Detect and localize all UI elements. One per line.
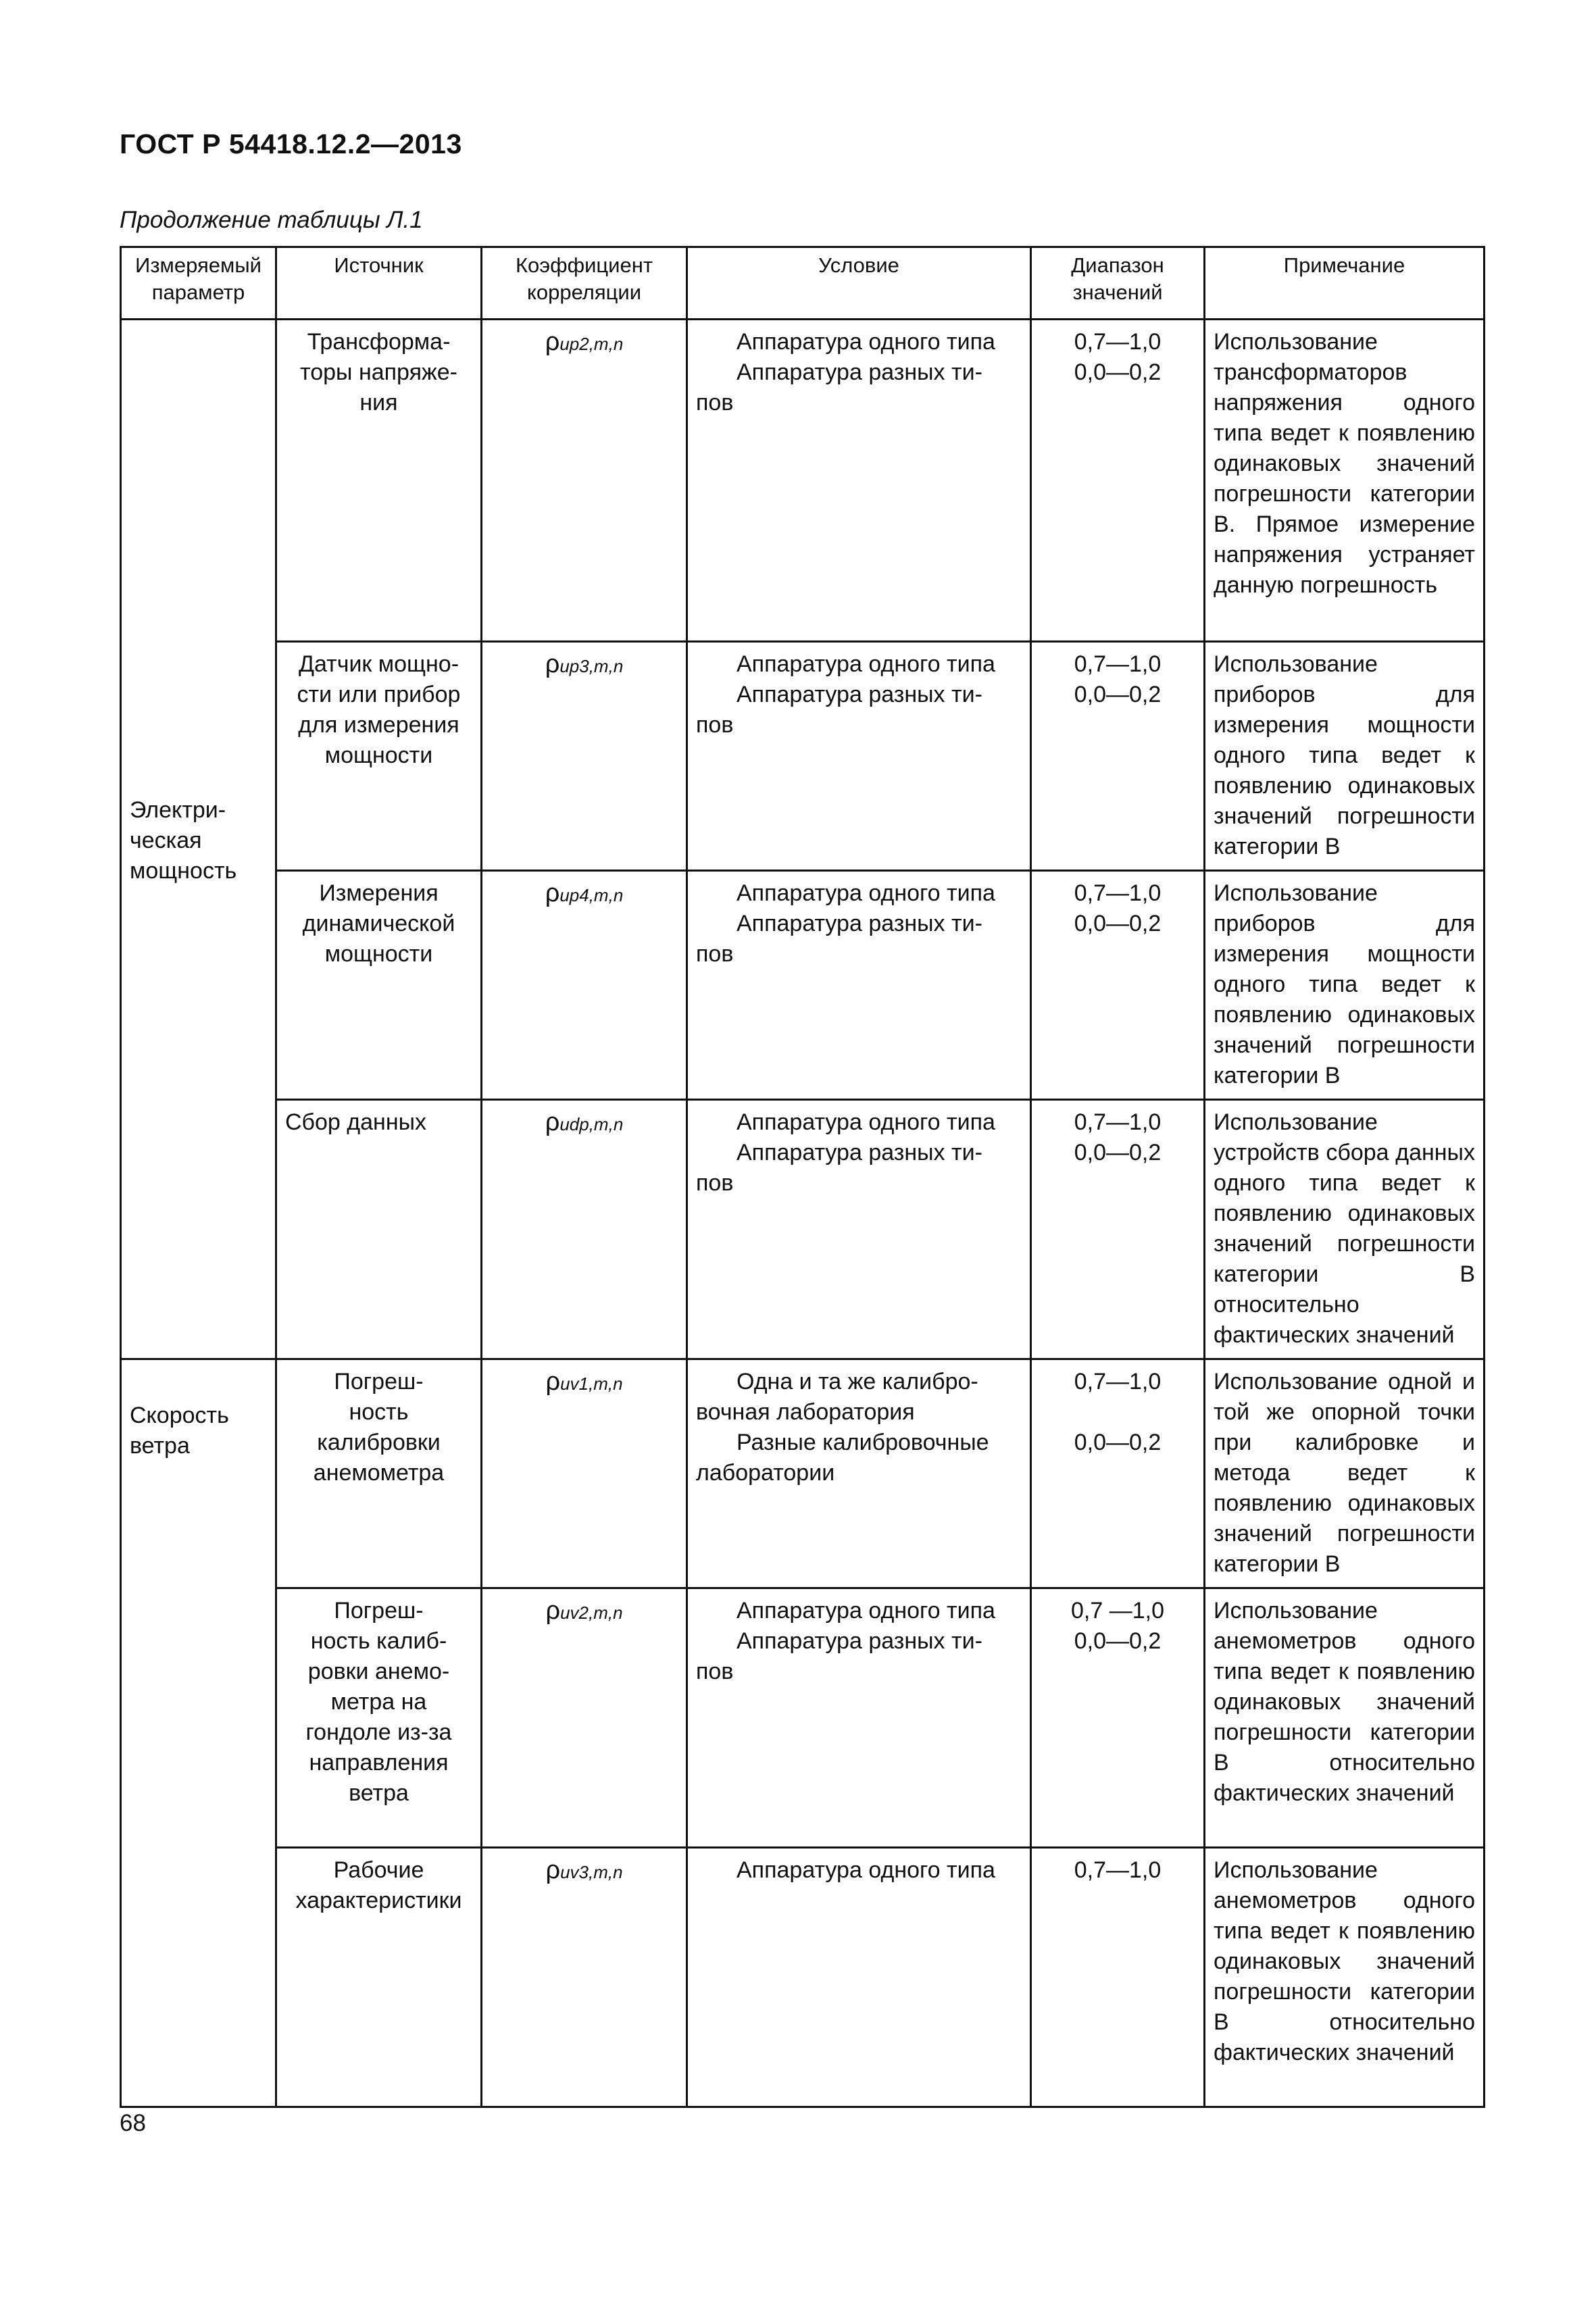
range-value: 0,0—0,2 — [1074, 1628, 1162, 1654]
note-cell: Использование анемометров одного типа ведет к появлению одинаковых значений погрешности категории В относительно фактических значений — [1205, 1588, 1485, 1848]
range-cell — [1031, 1359, 1205, 1588]
condition-line: Аппаратура одного типа — [737, 1857, 995, 1883]
condition-line: пов — [696, 1170, 734, 1196]
condition-line: Аппаратура одного типа — [737, 1109, 995, 1135]
condition-line: Аппаратура разных ти- — [737, 1140, 982, 1165]
condition-line: пов — [696, 1659, 734, 1684]
range-value: 0,7 —1,0 — [1071, 1598, 1164, 1624]
coefficient-cell — [482, 1588, 687, 1848]
coefficient-subscript: uv2,m,n — [560, 1603, 623, 1623]
range-spacer — [1040, 1397, 1195, 1428]
column-header: Примечание — [1205, 247, 1485, 320]
condition-line: пов — [696, 390, 734, 416]
column-header: Условие — [687, 247, 1031, 320]
condition-cell — [687, 871, 1031, 1100]
condition-line: Разные калибровочные — [737, 1430, 989, 1455]
document-header: ГОСТ Р 54418.12.2—2013 — [120, 128, 462, 159]
source-cell: Датчик мощно- сти или прибор для измерения мощности — [276, 642, 482, 871]
condition-line: Аппаратура одного типа — [737, 880, 995, 906]
range-cell — [1031, 1100, 1205, 1359]
source-cell: Трансформа- торы напряже- ния — [276, 320, 482, 642]
range-value: 0,7—1,0 — [1074, 1109, 1162, 1135]
coefficient-cell — [482, 642, 687, 871]
condition-cell — [687, 642, 1031, 871]
range-cell — [1031, 642, 1205, 871]
source-cell: Погреш- ность калиб- ровки анемо- метра на гондоле из-за направления ветра — [276, 1588, 482, 1848]
rho-symbol: ρudp,m,n — [545, 1108, 624, 1136]
source-cell: Измерения динамической мощности — [276, 871, 482, 1100]
range-value: 0,0—0,2 — [1074, 359, 1162, 385]
column-header: Диапазон значений — [1031, 247, 1205, 320]
condition-line: Одна и та же калибро- — [737, 1369, 978, 1394]
range-cell — [1031, 1848, 1205, 2107]
condition-line: лаборатории — [696, 1460, 835, 1486]
rho-symbol: ρuv1,m,n — [545, 1367, 623, 1396]
condition-line: Аппаратура разных ти- — [737, 359, 982, 385]
range-value: 0,7—1,0 — [1074, 651, 1162, 677]
range-cell — [1031, 1588, 1205, 1848]
range-cell — [1031, 320, 1205, 642]
condition-cell — [687, 1588, 1031, 1848]
range-value: 0,7—1,0 — [1074, 1857, 1162, 1883]
table-caption: Продолжение таблицы Л.1 — [120, 207, 423, 233]
range-cell — [1031, 871, 1205, 1100]
page-number: 68 — [120, 2110, 146, 2136]
table-row — [121, 320, 1485, 642]
coefficient-subscript: up2,m,n — [559, 334, 624, 354]
rho-symbol: ρuv3,m,n — [545, 1856, 623, 1884]
note-cell: Использование анемометров одного типа ведет к появлению одинаковых значений погрешности категории В относительно фактических значений — [1205, 1848, 1485, 2107]
note-cell: Использование трансформаторов напряжения одного типа ведет к появлению одинаковых значений погрешности категории В. Прямое измерение напряжения устраняет данную погрешность — [1205, 320, 1485, 642]
source-cell: Сбор данных — [276, 1100, 482, 1359]
condition-line: Аппаратура одного типа — [737, 651, 995, 677]
condition-line: Аппаратура разных ти- — [737, 1628, 982, 1654]
rho-symbol: ρup2,m,n — [545, 328, 624, 356]
note-cell: Использование устройств сбора данных одного типа ведет к появлению одинаковых значений погрешности категории В относительно фактических значений — [1205, 1100, 1485, 1359]
table-row — [121, 1588, 1485, 1848]
coefficient-cell — [482, 1848, 687, 2107]
coefficient-cell — [482, 1100, 687, 1359]
note-cell: Использование одной и той же опорной точки при калибровке и метода ведет к появлению одинаковых значений погрешности категории В — [1205, 1359, 1485, 1588]
range-value: 0,0—0,2 — [1074, 911, 1162, 936]
range-value: 0,7—1,0 — [1074, 329, 1162, 355]
table-row — [121, 1848, 1485, 2107]
table-row — [121, 871, 1485, 1100]
range-value: 0,0—0,2 — [1074, 682, 1162, 707]
parameter-cell: Скорость ветра — [121, 1359, 276, 2107]
condition-line: пов — [696, 941, 734, 967]
range-value: 0,0—0,2 — [1074, 1430, 1162, 1455]
range-value: 0,7—1,0 — [1074, 1369, 1162, 1394]
coefficient-subscript: up4,m,n — [559, 885, 624, 905]
condition-cell — [687, 1848, 1031, 2107]
column-header: Измеряемый параметр — [121, 247, 276, 320]
parameter-cell: Электри- ческая мощность — [121, 320, 276, 1359]
table-row — [121, 1359, 1485, 1588]
source-cell: Рабочие характеристики — [276, 1848, 482, 2107]
note-cell: Использование приборов для измерения мощности одного типа ведет к появлению одинаковых значений погрешности категории В — [1205, 642, 1485, 871]
rho-symbol: ρup3,m,n — [545, 650, 624, 678]
table-header-row — [121, 247, 1485, 320]
range-value: 0,7—1,0 — [1074, 880, 1162, 906]
table-row — [121, 642, 1485, 871]
correlation-table — [120, 246, 1485, 2108]
condition-cell — [687, 1100, 1031, 1359]
coefficient-cell — [482, 871, 687, 1100]
coefficient-cell — [482, 1359, 687, 1588]
source-cell: Погреш- ность калибровки анемометра — [276, 1359, 482, 1588]
condition-line: вочная лаборатория — [696, 1399, 915, 1425]
column-header: Источник — [276, 247, 482, 320]
condition-line: Аппаратура одного типа — [737, 1598, 995, 1624]
rho-symbol: ρup4,m,n — [545, 879, 624, 907]
coefficient-subscript: udp,m,n — [559, 1114, 624, 1134]
condition-line: пов — [696, 712, 734, 738]
column-header: Коэффициент корреляции — [482, 247, 687, 320]
condition-cell — [687, 1359, 1031, 1588]
coefficient-subscript: uv3,m,n — [560, 1862, 623, 1882]
condition-line: Аппаратура разных ти- — [737, 682, 982, 707]
table-row — [121, 1100, 1485, 1359]
range-value: 0,0—0,2 — [1074, 1140, 1162, 1165]
condition-cell — [687, 320, 1031, 642]
note-cell: Использование приборов для измерения мощности одного типа ведет к появлению одинаковых значений погрешности категории В — [1205, 871, 1485, 1100]
condition-line: Аппаратура одного типа — [737, 329, 995, 355]
coefficient-subscript: uv1,m,n — [560, 1374, 623, 1394]
rho-symbol: ρuv2,m,n — [545, 1596, 623, 1625]
coefficient-subscript: up3,m,n — [559, 656, 624, 676]
condition-line: Аппаратура разных ти- — [737, 911, 982, 936]
coefficient-cell — [482, 320, 687, 642]
